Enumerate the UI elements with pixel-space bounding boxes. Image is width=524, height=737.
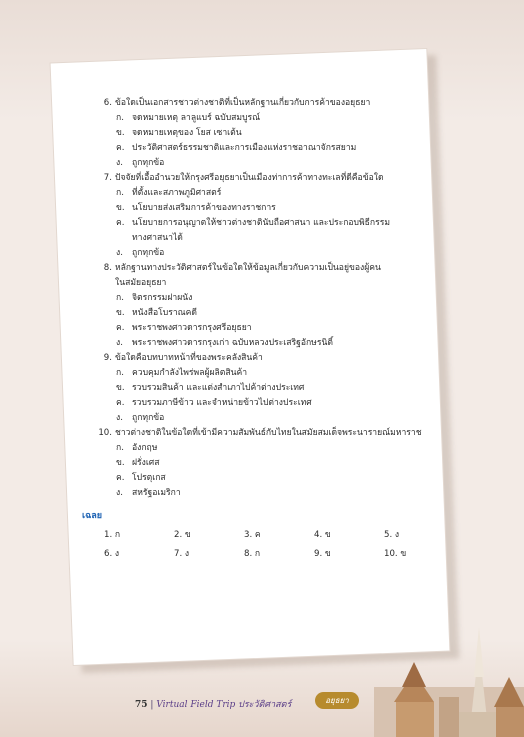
option: ค. พระราชพงศาวดารกรุงศรีอยุธยา — [116, 323, 252, 333]
quiz-content — [82, 96, 442, 562]
option: ง. ถูกทุกข้อ — [116, 158, 165, 168]
option: ก. ที่ตั้งและสภาพภูมิศาสตร์ — [116, 188, 222, 198]
answer-item: 2. ข — [174, 530, 191, 540]
answer-item: 5. ง — [384, 530, 400, 540]
question: 9. ข้อใดคือบทบาทหน้าที่ของพระคลังสินค้า — [103, 353, 263, 363]
footer-separator: | — [150, 700, 154, 710]
option: ง. ถูกทุกข้อ — [116, 413, 165, 423]
answer-item: 6. ง — [104, 549, 120, 559]
question: 8. หลักฐานทางประวัติศาสตร์ในข้อใดให้ข้อมูลเกี่ยวกับความเป็นอยู่ของผู้คน — [103, 263, 381, 273]
option: ก. จิตรกรรมฝาผนัง — [116, 293, 193, 303]
option: ค. โปรตุเกส — [116, 473, 166, 483]
option: ก. อังกฤษ — [116, 443, 158, 453]
option: ค. รวบรวมภาษีข้าว และจำหน่ายข้าวไปต่างประเทศ — [116, 398, 312, 408]
option: ง. ถูกทุกข้อ — [116, 248, 165, 258]
option: ง. พระราชพงศาวดารกรุงเก่า ฉบับหลวงประเสริฐอักษรนิติ์ — [116, 338, 333, 348]
page-footer — [135, 697, 291, 711]
option: ข. รวบรวมสินค้า และแต่งสำเภาไปค้าต่างประเทศ — [116, 383, 305, 393]
option-continuation: ทางศาสนาได้ — [132, 233, 183, 243]
chapter-badge: อยุธยา — [315, 692, 359, 709]
option: ค. ประวัติศาสตร์ธรรมชาติและการเมืองแห่งราชอาณาจักรสยาม — [116, 143, 357, 153]
answer-item: 10. ข — [384, 549, 407, 559]
answer-key — [104, 528, 442, 562]
question: 10. ชาวต่างชาติในข้อใดที่เข้ามีความสัมพันธ์กับไทยในสมัยสมเด็จพระนารายณ์มหาราช — [98, 428, 422, 438]
option: ข. จดหมายเหตุของ โยส เซาเต้น — [116, 128, 242, 138]
option: ก. จดหมายเหตุ ลาลูแบร์ ฉบับสมบูรณ์ — [116, 113, 261, 123]
answer-key-heading: เฉลย — [82, 511, 102, 521]
answer-item: 9. ข — [314, 549, 331, 559]
option: ข. ฝรั่งเศส — [116, 458, 160, 468]
question: 6. ข้อใดเป็นเอกสารชาวต่างชาติที่เป็นหลักฐานเกี่ยวกับการค้าของอยุธยา — [103, 98, 371, 108]
option: ก. ควบคุมกำลังไพร่พลผู้ผลิตสินค้า — [116, 368, 248, 378]
answer-item: 4. ข — [314, 530, 331, 540]
book-title: Virtual Field Trip ประวัติศาสตร์ — [156, 700, 292, 710]
option: ข. หนังสือโบราณคดี — [116, 308, 197, 318]
answer-item: 3. ค — [244, 530, 261, 540]
answer-item: 8. ก — [244, 549, 261, 559]
option: ค. นโยบายการอนุญาตให้ชาวต่างชาตินับถือศาสนา และประกอบพิธีกรรม — [116, 218, 391, 228]
question: 7. ปัจจัยที่เอื้ออำนวยให้กรุงศรีอยุธยาเป็นเมืองท่าการค้าทางทะเลที่ดีคือข้อใด — [103, 173, 384, 183]
answer-item: 7. ง — [174, 549, 190, 559]
option: ข. นโยบายส่งเสริมการค้าของทางราชการ — [116, 203, 276, 213]
question-continuation: ในสมัยอยุธยา — [115, 278, 167, 288]
option: ง. สหรัฐอเมริกา — [116, 488, 181, 498]
page-number: 75 — [135, 700, 148, 710]
answer-item: 1. ก — [104, 530, 121, 540]
